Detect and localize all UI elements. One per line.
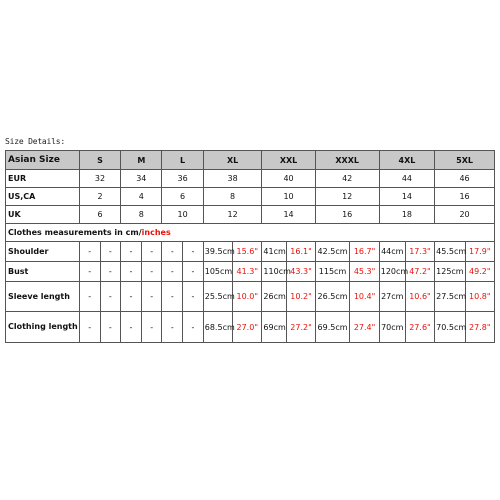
table-cell: - — [162, 262, 183, 282]
table-cell: - — [141, 242, 162, 262]
row-label: UK — [6, 206, 80, 224]
cm-cell: 68.5cm — [203, 312, 232, 343]
table-cell: - — [121, 312, 142, 343]
table-cell: 14 — [379, 188, 434, 206]
cm-cell: 70.5cm — [435, 312, 465, 343]
table-cell: - — [100, 242, 121, 262]
table-row-bust — [6, 262, 495, 282]
table-cell: - — [183, 282, 204, 312]
table-cell: - — [162, 242, 183, 262]
table-cell: 32 — [79, 170, 120, 188]
inch-cell: 47.2" — [405, 262, 434, 282]
table-row-sleeve-length — [6, 282, 495, 312]
table-cell: - — [183, 242, 204, 262]
cm-cell: 105cm — [203, 262, 232, 282]
table-cell: 46 — [435, 170, 495, 188]
table-cell: 42 — [315, 170, 379, 188]
table-cell: - — [100, 312, 121, 343]
table-cell: 38 — [203, 170, 262, 188]
inch-cell: 45.3" — [350, 262, 379, 282]
table-cell: 12 — [315, 188, 379, 206]
table-cell: - — [121, 282, 142, 312]
table-cell: - — [100, 262, 121, 282]
row-label: Sleeve length — [6, 282, 80, 312]
inch-cell: 10.0" — [233, 282, 262, 312]
table-cell: 12 — [203, 206, 262, 224]
cm-cell: 69cm — [262, 312, 287, 343]
table-cell: 36 — [162, 170, 203, 188]
inch-cell: 27.0" — [233, 312, 262, 343]
table-cell: - — [79, 312, 100, 343]
inch-cell: 43.3" — [287, 262, 315, 282]
cm-cell: 26.5cm — [315, 282, 350, 312]
measurements-title-row — [6, 224, 495, 242]
inch-cell: 27.4" — [350, 312, 379, 343]
table-cell: 4 — [121, 188, 162, 206]
cm-cell: 45.5cm — [435, 242, 465, 262]
inch-cell: 10.8" — [465, 282, 494, 312]
size-details-caption: Size Details: — [5, 137, 66, 146]
cm-cell: 115cm — [315, 262, 350, 282]
row-label: EUR — [6, 170, 80, 188]
inch-cell: 41.3" — [233, 262, 262, 282]
header-size-xl: XL — [203, 151, 262, 170]
header-size-l: L — [162, 151, 203, 170]
row-label: US,CA — [6, 188, 80, 206]
table-row-uk — [6, 206, 495, 224]
table-cell: 18 — [379, 206, 434, 224]
table-cell: - — [79, 282, 100, 312]
table-cell: 8 — [203, 188, 262, 206]
header-size-s: S — [79, 151, 120, 170]
inch-cell: 15.6" — [233, 242, 262, 262]
table-cell: - — [100, 282, 121, 312]
inch-cell: 10.4" — [350, 282, 379, 312]
inch-cell: 16.7" — [350, 242, 379, 262]
table-cell: 34 — [121, 170, 162, 188]
inch-cell: 10.6" — [405, 282, 434, 312]
cm-cell: 27cm — [379, 282, 405, 312]
cm-cell: 44cm — [379, 242, 405, 262]
header-size-m: M — [121, 151, 162, 170]
table-cell: - — [121, 242, 142, 262]
table-cell: - — [141, 282, 162, 312]
cm-cell: 27.5cm — [435, 282, 465, 312]
cm-cell: 25.5cm — [203, 282, 232, 312]
row-label: Clothing length — [6, 312, 80, 343]
table-cell: 8 — [121, 206, 162, 224]
table-cell: 16 — [315, 206, 379, 224]
cm-cell: 39.5cm — [203, 242, 232, 262]
cm-cell: 110cm — [262, 262, 287, 282]
cm-cell: 42.5cm — [315, 242, 350, 262]
table-row-us-ca — [6, 188, 495, 206]
cm-cell: 70cm — [379, 312, 405, 343]
table-cell: 44 — [379, 170, 434, 188]
table-cell: - — [79, 262, 100, 282]
table-row-shoulder — [6, 242, 495, 262]
table-cell: 14 — [262, 206, 315, 224]
cm-cell: 69.5cm — [315, 312, 350, 343]
table-cell: - — [162, 282, 183, 312]
table-cell: 20 — [435, 206, 495, 224]
header-size-4xl: 4XL — [379, 151, 434, 170]
inch-cell: 17.9" — [465, 242, 494, 262]
table-cell: - — [162, 312, 183, 343]
inch-cell: 27.2" — [287, 312, 315, 343]
header-row — [6, 151, 495, 170]
cm-cell: 125cm — [435, 262, 465, 282]
table-cell: 10 — [262, 188, 315, 206]
table-cell: 40 — [262, 170, 315, 188]
measurements-title-prefix: Clothes measurements in cm/ — [8, 228, 142, 237]
cm-cell: 41cm — [262, 242, 287, 262]
measurements-title — [6, 224, 495, 242]
inch-cell: 17.3" — [405, 242, 434, 262]
table-cell: - — [141, 262, 162, 282]
header-size-xxxl: XXXL — [315, 151, 379, 170]
header-asian-size: Asian Size — [6, 151, 80, 170]
inch-cell: 16.1" — [287, 242, 315, 262]
inch-cell: 10.2" — [287, 282, 315, 312]
table-cell: - — [183, 262, 204, 282]
table-row-eur — [6, 170, 495, 188]
table-cell: 10 — [162, 206, 203, 224]
table-cell: 2 — [79, 188, 120, 206]
table-cell: 6 — [162, 188, 203, 206]
cm-cell: 26cm — [262, 282, 287, 312]
row-label: Shoulder — [6, 242, 80, 262]
inch-cell: 27.6" — [405, 312, 434, 343]
inch-cell: 49.2" — [465, 262, 494, 282]
table-cell: - — [183, 312, 204, 343]
table-row-clothing-length — [6, 312, 495, 343]
table-cell: - — [121, 262, 142, 282]
table-cell: - — [141, 312, 162, 343]
table-cell: 16 — [435, 188, 495, 206]
header-size-xxl: XXL — [262, 151, 315, 170]
table-cell: - — [79, 242, 100, 262]
measurements-title-inches: inches — [141, 228, 171, 237]
inch-cell: 27.8" — [465, 312, 494, 343]
row-label: Bust — [6, 262, 80, 282]
table-cell: 6 — [79, 206, 120, 224]
size-chart-table — [5, 150, 495, 343]
cm-cell: 120cm — [379, 262, 405, 282]
header-size-5xl: 5XL — [435, 151, 495, 170]
